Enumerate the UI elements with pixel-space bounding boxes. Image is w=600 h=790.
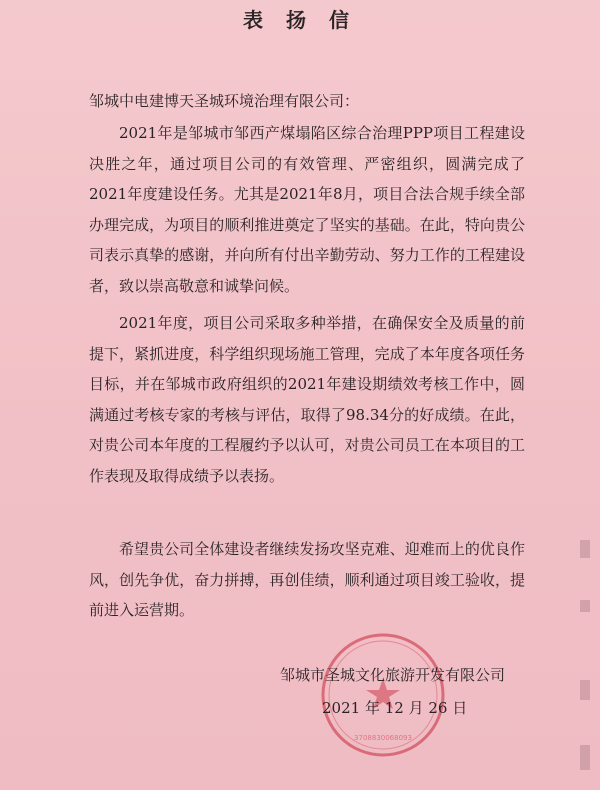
edge-mark (580, 680, 590, 700)
sender-company: 邹城市圣城文化旅游开发有限公司 (280, 666, 506, 684)
body-paragraph-2: 2021年度，项目公司采取多种举措，在确保安全及质量的前提下，紧抓进度，科学组织现场施工管理，完成了本年度各项任务目标，并在邹城市政府组织的2021年建设期绩效考核工作中，圆满通过考核专家的考核与评估，取得了98.34分的好成绩。在此，对贵公司本年度的工程履约予以认可，对贵公司员工在本项目的工作表现及取得成绩予以表扬。 (89, 314, 525, 485)
body-paragraph-3: 希望贵公司全体建设者继续发扬攻坚克难、迎难而上的优良作风，创先争优，奋力拼搏，再创佳绩，顺利通过项目竣工验收，提前进入运营期。 (89, 540, 525, 619)
letter-date: 2021 年 12 月 26 日 (322, 699, 468, 717)
seal-number: 3708830068093 (354, 734, 412, 742)
company-seal (318, 630, 448, 760)
edge-mark (580, 745, 590, 770)
letter-title: 表 扬 信 (243, 8, 357, 32)
body-paragraph-1: 2021年是邹城市邹西产煤塌陷区综合治理PPP项目工程建设决胜之年，通过项目公司的有效管理、严密组织，圆满完成了2021年度建设任务。尤其是2021年8月，项目合法合规手续全部办理完成，为项目的顺利推进奠定了坚实的基础。在此，特向贵公司表示真挚的感谢，并向所有付出辛勤劳动、努力工作的工程建设者，致以崇高敬意和诚挚问候。 (89, 124, 525, 295)
edge-mark (580, 600, 590, 612)
edge-mark (580, 540, 590, 558)
recipient-line: 邹城中电建博天圣城环境治理有限公司： (89, 92, 360, 110)
